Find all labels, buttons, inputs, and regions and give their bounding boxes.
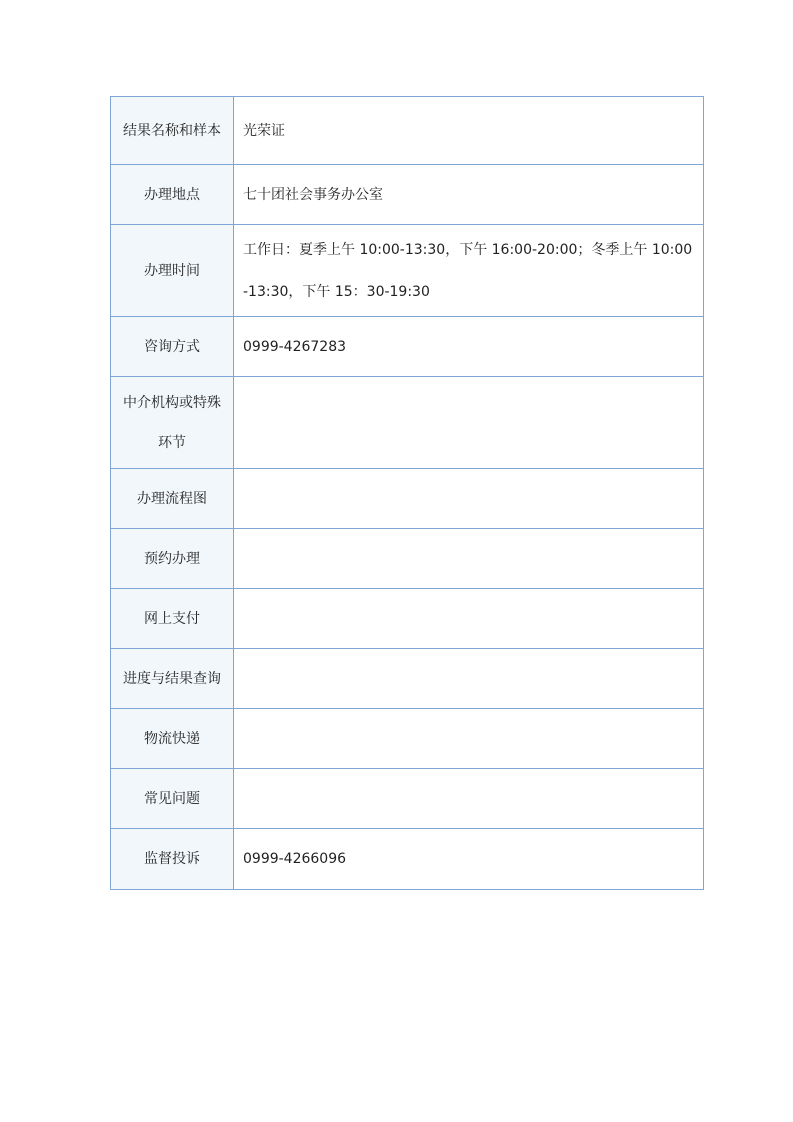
row-label: 办理地点	[144, 186, 200, 203]
service-info-table	[110, 96, 704, 890]
table-row-complaint	[111, 829, 704, 890]
row-label-cell	[111, 709, 234, 769]
row-label: 办理时间	[144, 262, 200, 279]
row-label-cell	[111, 377, 234, 469]
row-value-cell	[234, 317, 704, 377]
row-label-cell	[111, 469, 234, 529]
table-row-online-payment	[111, 589, 704, 649]
row-value: 0999-4266096	[243, 851, 347, 867]
row-label: 办理流程图	[137, 490, 207, 507]
row-label-cell	[111, 317, 234, 377]
row-value: 工作日：夏季上午 10:00-13:30，下午 16:00-20:00；冬季上午 10:00-13:30，下午 15：30-19:30	[243, 241, 693, 300]
row-label-cell	[111, 97, 234, 165]
table-row-flowchart	[111, 469, 704, 529]
row-label: 监督投诉	[144, 851, 200, 867]
row-value-cell	[234, 377, 704, 469]
row-label: 网上支付	[144, 610, 200, 627]
table-row-appointment	[111, 529, 704, 589]
row-value-cell	[234, 529, 704, 589]
row-label-cell	[111, 769, 234, 829]
table-row-location	[111, 165, 704, 225]
row-value-cell	[234, 469, 704, 529]
row-label-cell	[111, 529, 234, 589]
table-row-hours	[111, 225, 704, 317]
table-row-contact	[111, 317, 704, 377]
table-row-faq	[111, 769, 704, 829]
row-value: 光荣证	[243, 122, 285, 139]
table-row-intermediary	[111, 377, 704, 469]
row-value-cell	[234, 709, 704, 769]
row-label: 预约办理	[144, 550, 200, 567]
row-label-cell	[111, 589, 234, 649]
row-value-cell	[234, 97, 704, 165]
row-label-cell	[111, 225, 234, 317]
row-label: 中介机构或特殊环节	[123, 394, 221, 451]
row-value-cell	[234, 165, 704, 225]
row-value-cell	[234, 769, 704, 829]
row-label-cell	[111, 649, 234, 709]
table-row-result-name	[111, 97, 704, 165]
row-value: 0999-4267283	[243, 338, 347, 355]
row-value-cell	[234, 589, 704, 649]
row-value-cell	[234, 829, 704, 890]
row-label: 咨询方式	[144, 338, 200, 355]
row-value-cell	[234, 649, 704, 709]
row-label: 常见问题	[144, 790, 200, 807]
table-row-progress-query	[111, 649, 704, 709]
row-label: 进度与结果查询	[123, 670, 221, 687]
row-label: 结果名称和样本	[123, 122, 221, 139]
row-label: 物流快递	[144, 730, 200, 747]
row-label-cell	[111, 829, 234, 890]
row-label-cell	[111, 165, 234, 225]
row-value-cell	[234, 225, 704, 317]
table-row-logistics	[111, 709, 704, 769]
row-value: 七十团社会事务办公室	[243, 186, 383, 203]
